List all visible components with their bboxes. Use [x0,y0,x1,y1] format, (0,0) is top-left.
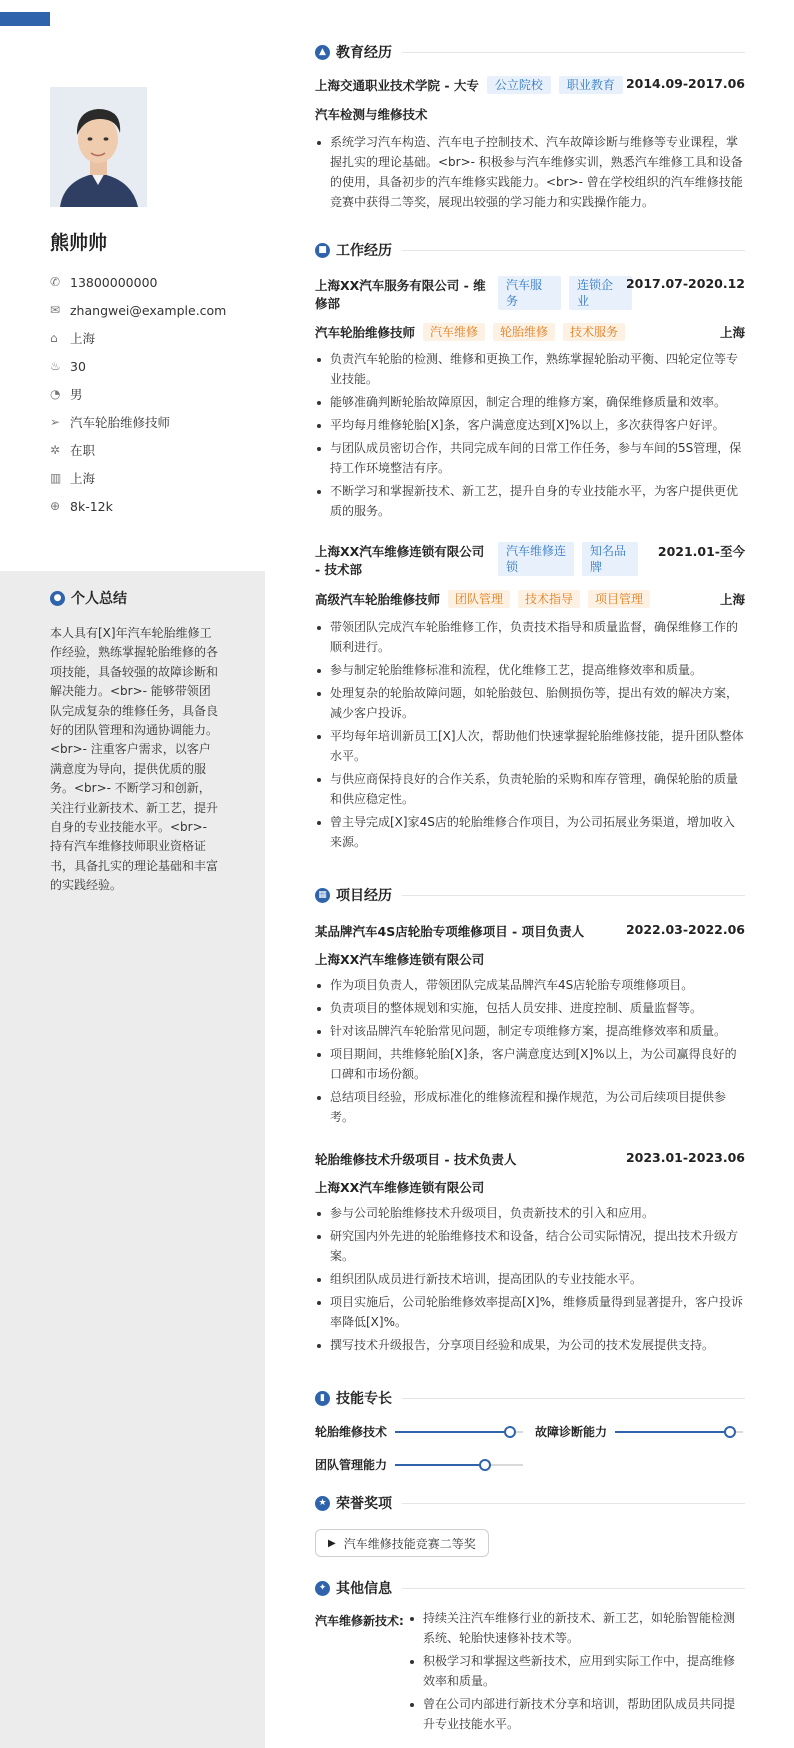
list-item: 平均每年培训新员工[X]人次，帮助他们快速掌握轮胎维修技能，提升团队整体水平。 [315,726,745,766]
skill-bar-fill [395,1431,510,1433]
briefcase-icon: ■ [315,243,330,258]
list-item: 参与制定轮胎维修标准和流程，优化维修工艺，提高维修效率和质量。 [315,660,745,680]
divider [402,1588,745,1589]
divider [402,1398,745,1399]
list-item: 带领团队完成汽车轮胎维修工作，负责技术指导和质量监督，确保维修工作的顺利进行。 [315,617,745,657]
awards-heading: ★ 荣誉奖项 [315,1493,745,1513]
email-row [50,296,226,324]
list-item: 研究国内外先进的轮胎维修技术和设备，结合公司实际情况，提出技术升级方案。 [315,1226,745,1266]
skill-tag: 轮胎维修 [493,323,555,341]
status-icon: ✲ [50,443,61,457]
home-icon: ⌂ [50,331,58,345]
grid-icon: ▦ [315,888,330,903]
projects-heading: ▦ 项目经历 [315,885,745,905]
list-item: 不断学习和掌握新技术、新工艺，提升自身的专业技能水平，为客户提供更优质的服务。 [315,481,745,521]
tag: 汽车服务 [498,276,561,310]
work-heading: ■ 工作经历 [315,240,745,260]
mail-icon: ✉ [50,303,61,317]
job-bullets [315,349,745,524]
list-item: 曾在公司内部进行新技术分享和培训，帮助团队成员共同提升专业技能水平。 [408,1694,745,1734]
job-title: 汽车轮胎维修技师 [70,415,171,430]
date: 2017.07-2020.12 [625,276,745,291]
tag: 职业教育 [559,76,623,94]
other-bullets [408,1608,745,1737]
position-row [315,590,745,608]
major-row [315,105,745,123]
summary-heading: ● 个人总结 [50,588,127,608]
gender: 男 [70,387,83,402]
gender-icon: ◔ [50,387,61,401]
skill-bar-fill [395,1464,485,1466]
bar-chart-icon: ▮ [315,1391,330,1406]
city-row [50,324,226,352]
building-icon: ▥ [50,471,62,485]
major: 汽车检测与维修技术 [315,107,428,122]
skill-bar [395,1464,523,1466]
divider [402,250,745,251]
top-accent-bar [0,12,50,26]
skill-item [315,1456,523,1473]
project-bullets [315,1203,745,1358]
project-company-row [315,950,745,968]
tag: 公立院校 [487,76,551,94]
graduation-cap-icon: ▲ [315,45,330,60]
salary-row [50,492,226,520]
project-row [315,922,745,940]
money-icon: ⊕ [50,499,61,513]
target-city-row [50,464,226,492]
other-heading: ✦ 其他信息 [315,1578,745,1598]
phone: 13800000000 [70,274,158,290]
skill-tag: 团队管理 [448,590,510,608]
skill-bar [615,1431,743,1433]
education-row [315,76,745,94]
skill-bar-knob [479,1459,491,1471]
cake-icon: ♨ [50,359,61,373]
location: 上海 [719,325,745,340]
award-item[interactable] [315,1529,489,1557]
skill-name: 轮胎维修技术 [315,1425,388,1439]
list-item: 作为项目负责人，带领团队完成某品牌汽车4S店轮胎专项维修项目。 [315,975,745,995]
medal-icon: ★ [315,1496,330,1511]
list-item: 负责汽车轮胎的检测、维修和更换工作，熟练掌握轮胎动平衡、四轮定位等专业技能。 [315,349,745,389]
education-heading: ▲ 教育经历 [315,42,745,62]
age: 30 [70,358,86,374]
tag: 汽车维修连锁 [498,542,574,576]
list-item: 处理复杂的轮胎故障问题，如轮胎鼓包、胎侧损伤等，提出有效的解决方案，减少客户投诉。 [315,683,745,723]
job-bullets [315,617,745,855]
profile-name: 熊帅帅 [50,232,108,254]
list-item: 总结项目经验，形成标准化的维修流程和操作规范，为公司后续项目提供参考。 [315,1087,745,1127]
skill-bar [395,1431,523,1433]
user-icon: ● [50,591,65,606]
company-name: 上海XX汽车服务有限公司 - 维修部 [315,278,486,311]
skill-name: 故障诊断能力 [535,1425,608,1439]
tag: 连锁企业 [569,276,632,310]
info-icon: ✦ [315,1581,330,1596]
list-item: 项目期间，共维修轮胎[X]条，客户满意度达到[X]%以上，为公司赢得良好的口碑和市场份额。 [315,1044,745,1084]
skill-item [535,1423,743,1440]
job-row [50,408,226,436]
other-label: 汽车维修新技术: [315,1614,404,1628]
list-item: 撰写技术升级报告，分享项目经验和成果，为公司的技术发展提供支持。 [315,1335,745,1355]
age-row [50,352,226,380]
list-item: 系统学习汽车构造、汽车电子控制技术、汽车故障诊断与维修等专业课程，掌握扎实的理论基础。<br>- 积极参与汽车维修实训，熟悉汽车维修工具和设备的使用，具备初步的汽车维修实践能力。<br>- 曾在学校组织的汽车维修技能竞赛中获得二等奖，展现出较强的学习能力和实践操作能力。 [315,132,745,212]
skill-name: 团队管理能力 [315,1458,388,1472]
play-icon: ▶ [328,1537,336,1549]
project-row [315,1150,745,1168]
city: 上海 [70,331,96,346]
school-name: 上海交通职业技术学院 - 大专 [315,78,479,93]
position: 汽车轮胎维修技师 [315,325,416,340]
divider [402,52,745,53]
salary: 8k-12k [70,498,113,514]
contact-info [50,268,226,520]
list-item: 负责项目的整体规划和实施，包括人员安排、进度控制、质量监督等。 [315,998,745,1018]
list-item: 与供应商保持良好的合作关系，负责轮胎的采购和库存管理，确保轮胎的质量和供应稳定性。 [315,769,745,809]
email: zhangwei@example.com [70,302,227,318]
skill-tag: 项目管理 [588,590,650,608]
date: 2022.03-2022.06 [625,922,745,937]
job-row [315,542,745,578]
summary-text: 本人具有[X]年汽车轮胎维修工作经验，熟练掌握轮胎维修的各项技能，具备较强的故障诊断和解决能力。<br>- 能够带领团队完成复杂的维修任务，具备良好的团队管理和沟通协调能力。<br>- 注重客户需求，以客户满意度为导向，提供优质的服务。<br>- 不断学习和创新，关注行业新技术、新工艺，提升自身的专业技能水平。<br>- 持有汽车维修技师职业资格证书，具备扎实的理论基础和丰富的实践经验。 [50,626,219,893]
list-item: 项目实施后，公司轮胎维修效率提高[X]%，维修质量得到显著提升，客户投诉率降低[X]%。 [315,1292,745,1332]
phone-icon: ✆ [50,275,61,289]
divider [402,895,745,896]
list-item: 与团队成员密切合作，共同完成车间的日常工作任务，参与车间的5S管理，保持工作环境整洁有序。 [315,438,745,478]
skill-bar-knob [504,1426,516,1438]
job-status: 在职 [70,443,96,458]
list-item: 参与公司轮胎维修技术升级项目，负责新技术的引入和应用。 [315,1203,745,1223]
send-icon: ➢ [50,415,61,429]
company-name: 上海XX汽车维修连锁有限公司 - 技术部 [315,544,485,577]
award-label: 汽车维修技能竞赛二等奖 [343,1536,476,1551]
list-item: 曾主导完成[X]家4S店的轮胎维修合作项目，为公司拓展业务渠道，增加收入来源。 [315,812,745,852]
skill-tag: 技术服务 [563,323,625,341]
list-item: 持续关注汽车维修行业的新技术、新工艺，如轮胎智能检测系统、轮胎快速修补技术等。 [408,1608,745,1648]
divider [402,1503,745,1504]
location: 上海 [719,592,745,607]
gender-row [50,380,226,408]
date: 2014.09-2017.06 [625,76,745,91]
skill-bar-knob [724,1426,736,1438]
skills-heading: ▮ 技能专长 [315,1388,745,1408]
project-title: 轮胎维修技术升级项目 - 技术负责人 [315,1152,517,1167]
project-company: 上海XX汽车维修连锁有限公司 [315,952,485,967]
skill-tag: 汽车维修 [423,323,485,341]
job-row [315,276,745,312]
list-item: 组织团队成员进行新技术培训，提高团队的专业技能水平。 [315,1269,745,1289]
skill-item [315,1423,523,1440]
position: 高级汽车轮胎维修技师 [315,592,441,607]
avatar [50,87,147,207]
project-company: 上海XX汽车维修连锁有限公司 [315,1180,485,1195]
phone-row [50,268,226,296]
date: 2021.01-至今 [657,544,745,559]
skill-tag: 技术指导 [518,590,580,608]
list-item: 平均每月维修轮胎[X]条，客户满意度达到[X]%以上，多次获得客户好评。 [315,415,745,435]
list-item: 针对该品牌汽车轮胎常见问题，制定专项维修方案，提高维修效率和质量。 [315,1021,745,1041]
date: 2023.01-2023.06 [625,1150,745,1165]
project-title: 某品牌汽车4S店轮胎专项维修项目 - 项目负责人 [315,924,585,939]
project-company-row [315,1178,745,1196]
status-row [50,436,226,464]
list-item: 积极学习和掌握这些新技术，应用到实际工作中，提高维修效率和质量。 [408,1651,745,1691]
project-bullets [315,975,745,1130]
education-bullets [315,132,745,215]
skill-bar-fill [615,1431,730,1433]
target-city: 上海 [70,471,96,486]
list-item: 能够准确判断轮胎故障原因，制定合理的维修方案，确保维修质量和效率。 [315,392,745,412]
position-row [315,323,745,341]
tag: 知名品牌 [582,542,638,576]
